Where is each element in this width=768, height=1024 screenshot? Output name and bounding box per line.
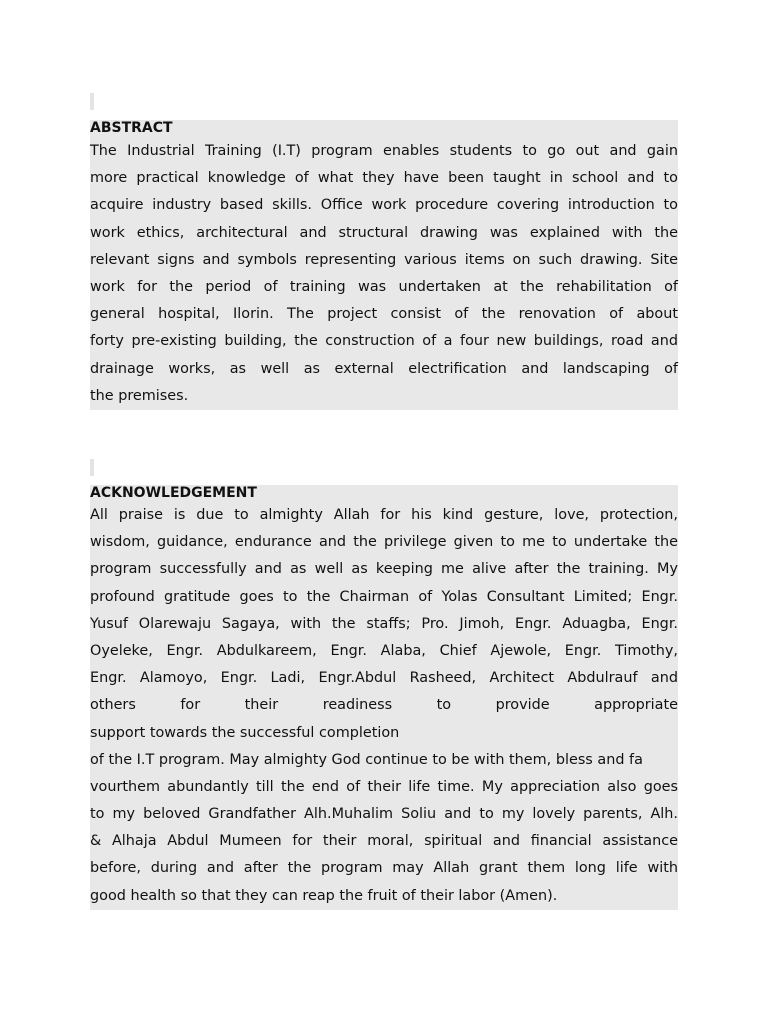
acknowledgement-line: & Alhaja Abdul Mumeen for their moral, spiritual and financial assistance — [90, 833, 678, 850]
acknowledgement-line: vourthem abundantly till the end of their life time. My appreciation also goes — [90, 778, 678, 795]
abstract-line: work for the period of training was undertaken at the rehabilitation of — [90, 278, 678, 295]
abstract-line: The Industrial Training (I.T) program enables students to go out and gain — [90, 143, 678, 159]
abstract-line: relevant signs and symbols representing various items on such drawing. Site — [90, 251, 678, 268]
acknowledgement-line: wisdom, guidance, endurance and the privilege given to me to undertake the — [90, 534, 678, 551]
abstract-line: forty pre-existing building, the construction of a four new buildings, road and — [90, 333, 678, 350]
abstract-section — [90, 120, 678, 410]
acknowledgement-line: Engr. Alamoyo, Engr. Ladi, Engr.Abdul Rasheed, Architect Abdulrauf and — [90, 670, 678, 687]
acknowledgement-line: good health so that they can reap the fruit of their labor (Amen). — [90, 887, 558, 904]
abstract-heading: ABSTRACT — [90, 120, 173, 136]
acknowledgement-line: program successfully and as well as keeping me alive after the training. My — [90, 561, 678, 578]
abstract-line: work ethics, architectural and structural drawing was explained with the — [90, 224, 678, 241]
acknowledgement-heading: ACKNOWLEDGEMENT — [90, 485, 257, 501]
acknowledgement-section-marker — [90, 459, 94, 476]
acknowledgement-line: support towards the successful completion — [90, 724, 400, 741]
abstract-line: more practical knowledge of what they have been taught in school and to — [90, 170, 678, 187]
abstract-line: general hospital, Ilorin. The project consist of the renovation of about — [90, 306, 678, 323]
acknowledgement-line: profound gratitude goes to the Chairman of Yolas Consultant Limited; Engr. — [90, 588, 678, 605]
abstract-line: drainage works, as well as external electrification and landscaping of — [90, 360, 678, 377]
acknowledgement-section — [90, 485, 678, 910]
acknowledgement-line: before, during and after the program may Allah grant them long life with — [90, 860, 678, 877]
acknowledgement-body — [90, 502, 678, 910]
abstract-section-marker — [90, 93, 94, 110]
acknowledgement-line: to my beloved Grandfather Alh.Muhalim Soliu and to my lovely parents, Alh. — [90, 806, 678, 823]
acknowledgement-line: All praise is due to almighty Allah for his kind gesture, love, protection, — [90, 507, 678, 523]
acknowledgement-line: of the I.T program. May almighty God continue to be with them, bless and fa — [90, 751, 643, 768]
acknowledgement-line: Yusuf Olarewaju Sagaya, with the staffs; Pro. Jimoh, Engr. Aduagba, Engr. — [90, 615, 678, 632]
abstract-body — [90, 138, 678, 410]
acknowledgement-line: Oyeleke, Engr. Abdulkareem, Engr. Alaba, Chief Ajewole, Engr. Timothy, — [90, 642, 678, 659]
abstract-line: acquire industry based skills. Office work procedure covering introduction to — [90, 197, 678, 214]
abstract-line: the premises. — [90, 387, 189, 404]
acknowledgement-line: others for their readiness to provide appropriate — [90, 697, 678, 714]
